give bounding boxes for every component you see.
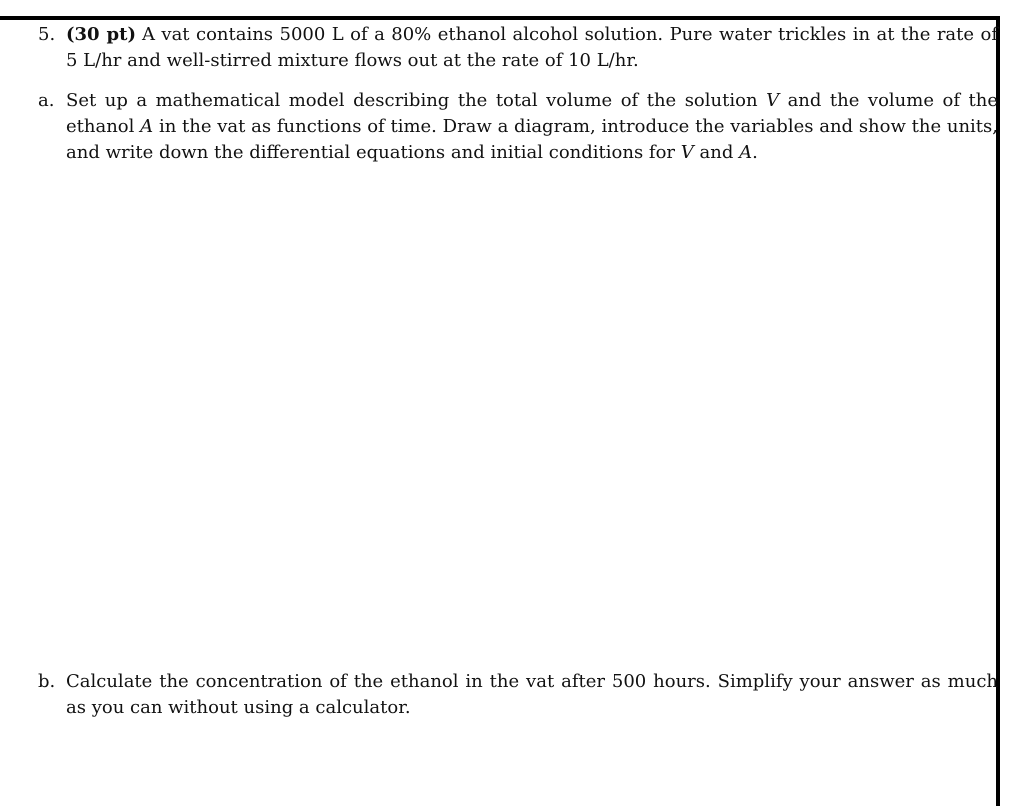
part-a-text-4: and bbox=[699, 142, 734, 163]
part-a-var-v: V bbox=[766, 90, 780, 111]
part-b-label: b. bbox=[38, 671, 56, 692]
problem-number: 5. bbox=[38, 24, 56, 45]
part-a-text-5: . bbox=[752, 142, 758, 163]
part-a-text-1: Set up a mathematical model describing the total volume of the solution bbox=[66, 90, 758, 111]
part-a bbox=[38, 88, 998, 166]
part-b bbox=[38, 669, 998, 721]
part-a-label: a. bbox=[38, 90, 55, 111]
problem-statement bbox=[38, 22, 998, 74]
problem-points: (30 pt) bbox=[66, 24, 136, 45]
problem-text: A vat contains 5000 L of a 80% ethanol alcohol solution. Pure water trickles in at the rate of 5 L/hr and well-stirred mixture flows out at the rate of 10 L/hr. bbox=[66, 24, 998, 71]
part-a-var-a: A bbox=[140, 116, 154, 137]
part-b-text: Calculate the concentration of the ethanol in the vat after 500 hours. Simplify your answer as much as you can without using a calculator. bbox=[66, 671, 998, 718]
part-a-body bbox=[66, 88, 998, 166]
part-a-text-3: in the vat as functions of time. Draw a diagram, introduce the variables and show the units, and write down the differential equations and initial conditions for bbox=[66, 116, 999, 163]
part-a-var-a2: A bbox=[739, 142, 753, 163]
part-a-text-2: and the volume of the ethanol bbox=[66, 90, 998, 137]
part-a-var-v2: V bbox=[680, 142, 694, 163]
problem-body bbox=[66, 22, 998, 74]
